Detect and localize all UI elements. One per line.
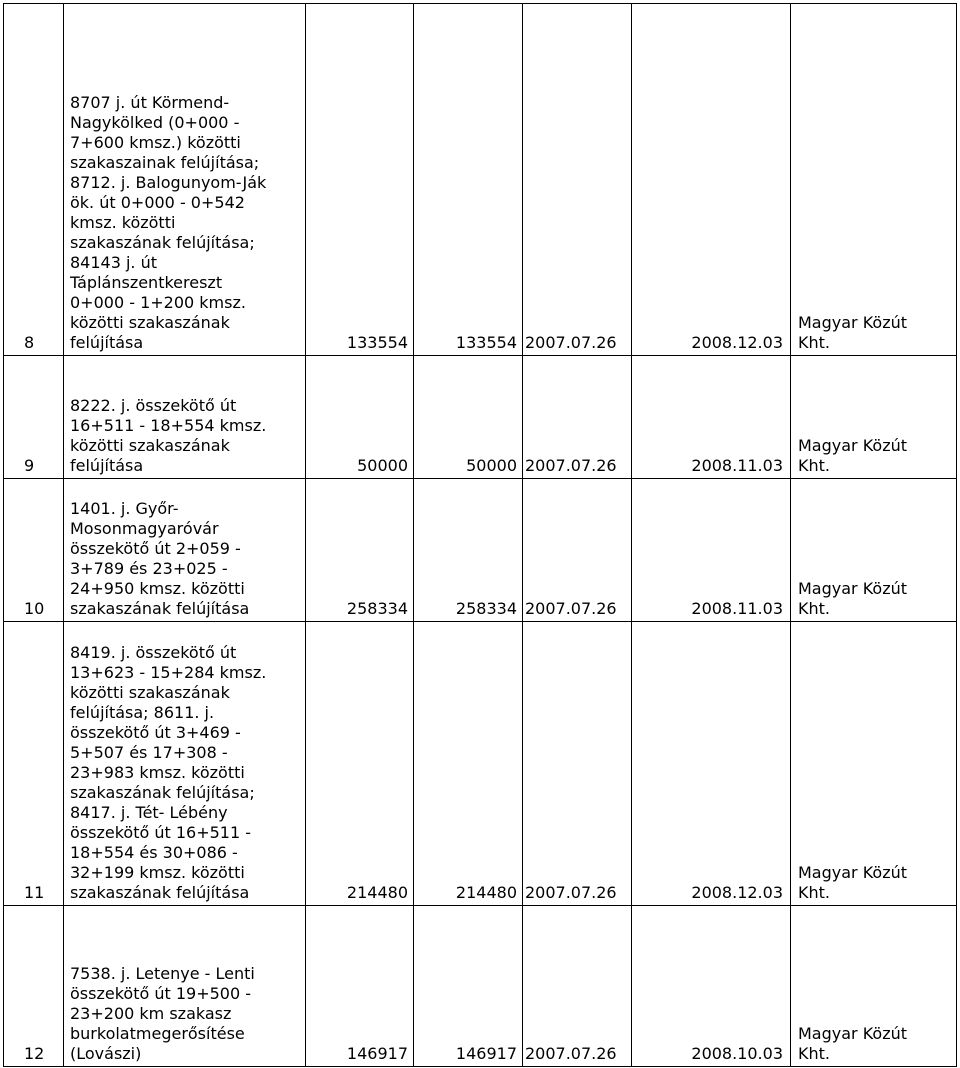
amount-total: 50000 bbox=[357, 456, 408, 475]
start-date: 2007.07.26 bbox=[525, 456, 617, 475]
table-row bbox=[0, 478, 960, 621]
organization: Magyar Közút Kht. bbox=[798, 863, 907, 902]
amount-support: 214480 bbox=[455, 883, 517, 902]
row-number: 10 bbox=[24, 599, 45, 618]
row-number: 9 bbox=[24, 456, 35, 475]
project-description: 8707 j. út Körmend- Nagykölked (0+000 - 7+600 kmsz.) közötti szakaszainak felújítása; 8712. j. Balogunyom-Ják ök. út 0+000 - 0+542 kmsz. közötti szakaszának felújítása; 84143 j. út Táplánszentkereszt 0+000 - 1+200 kmsz. közötti szakaszának felújítása bbox=[70, 93, 267, 352]
row-number: 8 bbox=[24, 333, 35, 352]
table-row bbox=[0, 621, 960, 905]
project-description: 8419. j. összekötő út 13+623 - 15+284 kmsz. közötti szakaszának felújítása; 8611. j. összekötő út 3+469 - 5+507 és 17+308 - 23+983 kmsz. közötti szakaszának felújítása; 8417. j. Tét- Lébény összekötő út 16+511 - 18+554 és 30+086 - 32+199 kmsz. közötti szakaszának felújítása bbox=[70, 643, 267, 902]
start-date: 2007.07.26 bbox=[525, 883, 617, 902]
start-date: 2007.07.26 bbox=[525, 333, 617, 352]
organization: Magyar Közút Kht. bbox=[798, 436, 907, 475]
end-date: 2008.10.03 bbox=[691, 1044, 783, 1063]
project-description: 1401. j. Győr- Mosonmagyaróvár összekötő út 2+059 - 3+789 és 23+025 - 24+950 kmsz. közötti szakaszának felújítása bbox=[70, 499, 250, 618]
table-row bbox=[0, 3, 960, 355]
project-description: 8222. j. összekötő út 16+511 - 18+554 kmsz. közötti szakaszának felújítása bbox=[70, 396, 267, 475]
start-date: 2007.07.26 bbox=[525, 599, 617, 618]
amount-total: 214480 bbox=[346, 883, 408, 902]
amount-total: 146917 bbox=[346, 1044, 408, 1063]
table-border bbox=[3, 1066, 957, 1067]
end-date: 2008.12.03 bbox=[691, 333, 783, 352]
amount-support: 258334 bbox=[455, 599, 517, 618]
amount-support: 50000 bbox=[466, 456, 517, 475]
row-number: 11 bbox=[24, 883, 45, 902]
row-number: 12 bbox=[24, 1044, 45, 1063]
start-date: 2007.07.26 bbox=[525, 1044, 617, 1063]
organization: Magyar Közút Kht. bbox=[798, 313, 907, 352]
amount-total: 258334 bbox=[346, 599, 408, 618]
amount-total: 133554 bbox=[346, 333, 408, 352]
organization: Magyar Közút Kht. bbox=[798, 1024, 907, 1063]
amount-support: 133554 bbox=[455, 333, 517, 352]
amount-support: 146917 bbox=[455, 1044, 517, 1063]
table-row bbox=[0, 905, 960, 1066]
end-date: 2008.11.03 bbox=[691, 456, 783, 475]
project-description: 7538. j. Letenye - Lenti összekötő út 19+500 - 23+200 km szakasz burkolatmegerősítése (Lovászi) bbox=[70, 964, 255, 1063]
end-date: 2008.12.03 bbox=[691, 883, 783, 902]
table-row bbox=[0, 355, 960, 478]
organization: Magyar Közút Kht. bbox=[798, 579, 907, 618]
end-date: 2008.11.03 bbox=[691, 599, 783, 618]
